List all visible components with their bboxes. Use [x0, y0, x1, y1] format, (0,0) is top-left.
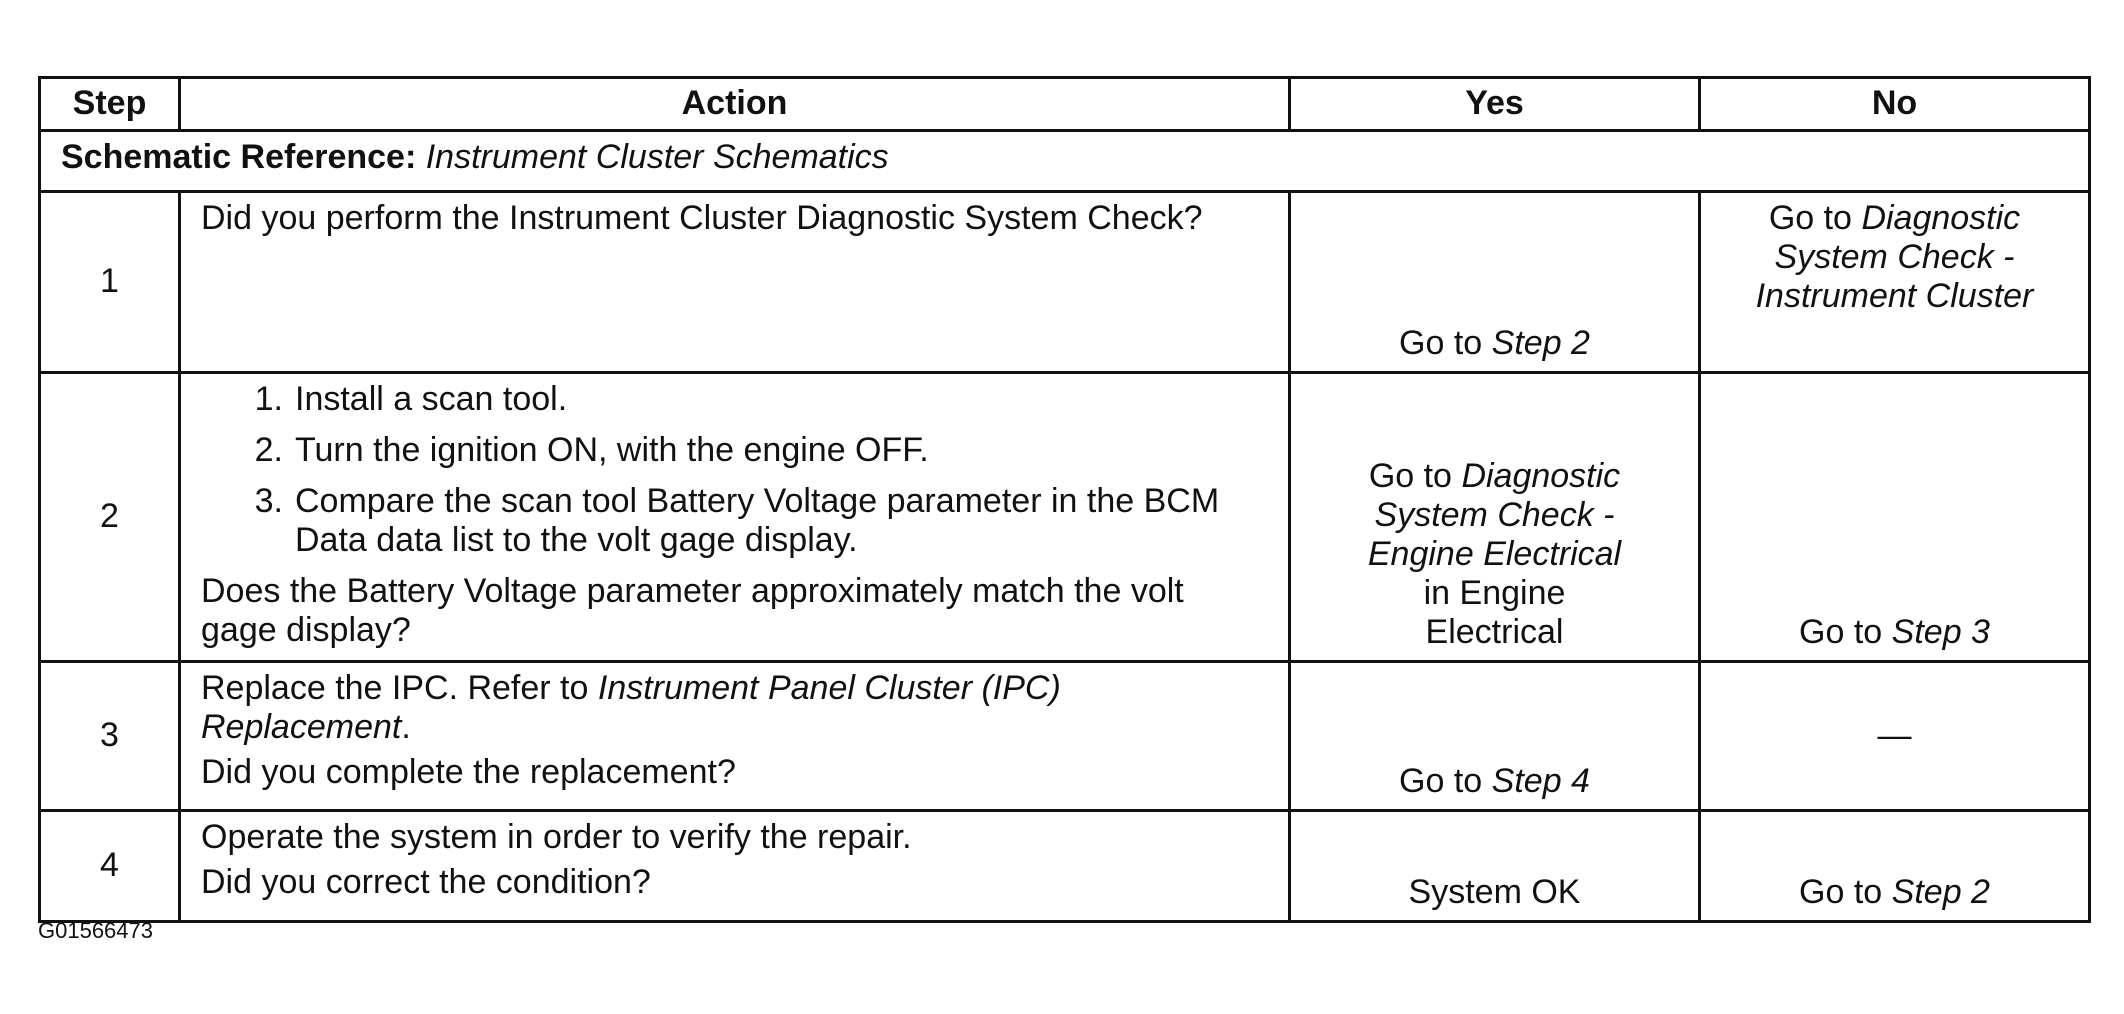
step-number: 4: [40, 811, 180, 922]
action-cell: [180, 192, 1290, 373]
instruction-prefix: Replace the IPC. Refer to: [201, 669, 589, 707]
header-yes: Yes: [1290, 78, 1700, 131]
yes-cell: [1290, 192, 1700, 373]
table-row: [40, 811, 2090, 922]
action-instruction: Operate the system in order to verify the repair.: [201, 818, 912, 856]
yes-link-line3[interactable]: Engine Electrical: [1367, 534, 1622, 573]
yes-cell: [1290, 373, 1700, 662]
yes-link[interactable]: Step 2: [1491, 323, 1590, 362]
instruction-link[interactable]: Instrument Panel Cluster (IPC) Replacement: [201, 669, 1061, 747]
schematic-reference: [40, 131, 2090, 192]
action-cell: [180, 373, 1290, 662]
step-number: 1: [40, 192, 180, 373]
yes-suffix-line2: Electrical: [1425, 612, 1564, 651]
action-question: Did you correct the condition?: [201, 863, 651, 902]
action-question: Did you perform the Instrument Cluster Diagnostic System Check?: [201, 199, 1203, 237]
header-row: [40, 78, 2090, 131]
no-cell: [1700, 373, 2090, 662]
step-number: 2: [40, 373, 180, 662]
list-item: 3. Compare the scan tool Battery Voltage parameter in the BCM Data data list to the volt gage display.: [254, 482, 1220, 560]
no-prefix: Go to: [1799, 872, 1883, 911]
action-question: Does the Battery Voltage parameter approximately match the volt gage display?: [201, 572, 1184, 650]
list-item: 2. Turn the ignition ON, with the engine OFF.: [254, 431, 929, 470]
yes-link[interactable]: Step 4: [1491, 761, 1590, 800]
no-link-line1[interactable]: Diagnostic: [1861, 199, 2021, 237]
header-action: Action: [180, 78, 1290, 131]
no-link[interactable]: Step 3: [1891, 612, 1990, 651]
instruction-suffix: .: [401, 708, 411, 747]
no-cell: [1700, 662, 2090, 811]
no-link[interactable]: Step 2: [1891, 872, 1990, 911]
yes-cell: [1290, 811, 1700, 922]
no-cell: [1700, 811, 2090, 922]
schematic-reference-row: [40, 131, 2090, 192]
yes-link-line2[interactable]: System Check -: [1374, 495, 1615, 534]
step-number: 3: [40, 662, 180, 811]
yes-prefix: Go to: [1368, 456, 1452, 495]
table-row: [40, 192, 2090, 373]
no-dash: —: [1877, 716, 1912, 755]
action-question: Did you complete the replacement?: [201, 753, 736, 792]
header-step: Step: [40, 78, 180, 131]
no-link-line2[interactable]: System Check -: [1774, 238, 2015, 277]
figure-id: G01566473: [38, 918, 153, 943]
action-cell: [180, 662, 1290, 811]
yes-link-line1[interactable]: Diagnostic: [1461, 456, 1621, 495]
yes-cell: [1290, 662, 1700, 811]
table-row: [40, 373, 2090, 662]
reference-link[interactable]: Instrument Cluster Schematics: [425, 138, 889, 176]
action-steps-list: [201, 380, 1268, 560]
no-prefix: Go to: [1799, 612, 1883, 651]
yes-prefix: Go to: [1399, 323, 1483, 362]
reference-label: Schematic Reference:: [61, 138, 417, 176]
yes-text: System OK: [1408, 872, 1581, 911]
header-no: No: [1700, 78, 2090, 131]
no-prefix: Go to: [1768, 199, 1852, 237]
list-item: 1. Install a scan tool.: [254, 380, 568, 418]
no-link-line3[interactable]: Instrument Cluster: [1755, 277, 2034, 316]
no-cell: [1700, 192, 2090, 373]
action-instruction: [201, 669, 1268, 747]
action-cell: [180, 811, 1290, 922]
table-row: [40, 662, 2090, 811]
diagnostic-table: [38, 76, 2091, 923]
yes-suffix-line1: in Engine: [1423, 573, 1566, 612]
yes-prefix: Go to: [1399, 761, 1483, 800]
